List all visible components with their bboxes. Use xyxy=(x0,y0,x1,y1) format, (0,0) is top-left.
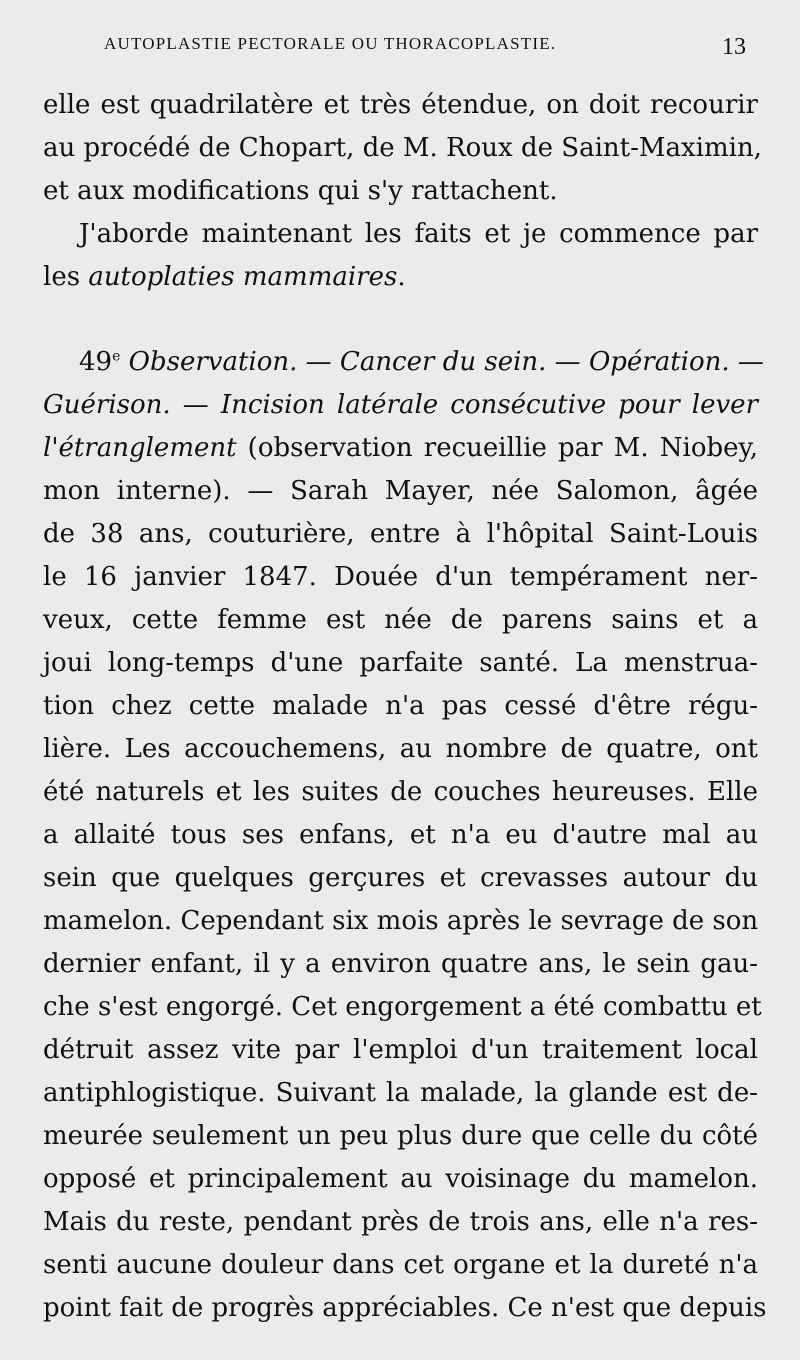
section-gap xyxy=(43,299,758,341)
text-line: le 16 janvier 1847. Douée d'un tempérament ner- xyxy=(43,562,758,592)
observation-title: Guérison. — Incision latérale consécutive pour lever xyxy=(43,390,758,420)
text-line: veux, cette femme est née de parens sains et a xyxy=(43,605,758,635)
text-run: les xyxy=(43,262,89,292)
text-line: lière. Les accouchemens, au nombre de quatre, ont xyxy=(43,734,758,764)
text-line: meurée seulement un peu plus dure que celle du côté xyxy=(43,1121,758,1151)
text-line: che s'est engorgé. Cet engorgement a été combattu et xyxy=(43,992,762,1022)
running-title: AUTOPLASTIE PECTORALE OU THORACOPLASTIE. xyxy=(104,34,557,53)
text-run: . xyxy=(397,262,406,292)
ordinal-suffix: e xyxy=(112,348,121,365)
body-text xyxy=(43,84,767,1330)
text-line: mamelon. Cependant six mois après le sevrage de son xyxy=(43,906,759,936)
text-line: a allaité tous ses enfans, et n'a eu d'autre mal au xyxy=(43,820,758,850)
text-line: J'aborde maintenant les faits et je commence par xyxy=(79,219,758,249)
text-line: joui long-temps d'une parfaite santé. La menstrua- xyxy=(43,648,758,678)
observation-title: Observation. — Cancer du sein. — Opération. — xyxy=(128,347,764,377)
italic-term: autoplaties mammaires xyxy=(88,262,398,292)
text-line: au procédé de Chopart, de M. Roux de Saint-Maximin, xyxy=(43,133,762,163)
text-line: Mais du reste, pendant près de trois ans, elle n'a res- xyxy=(43,1207,758,1237)
text-line: été naturels et les suites de couches heureuses. Elle xyxy=(43,777,758,807)
observation-heading-line xyxy=(43,384,758,427)
text-run: (observation recueillie par M. Niobey, xyxy=(236,433,758,463)
observation-title: l'étranglement xyxy=(43,433,237,463)
text-line: elle est quadrilatère et très étendue, on doit recourir xyxy=(43,90,758,120)
page-number: 13 xyxy=(722,34,746,60)
text-line: tion chez cette malade n'a pas cessé d'être régu- xyxy=(43,691,758,721)
text-line: et aux modifications qui s'y rattachent. xyxy=(43,176,558,206)
text-line: dernier enfant, il y a environ quatre ans, le sein gau- xyxy=(43,949,758,979)
text-line xyxy=(43,256,758,299)
observation-number: 49 xyxy=(79,347,113,377)
text-line: mon interne). — Sarah Mayer, née Salomon, âgée xyxy=(43,476,758,506)
text-line: senti aucune douleur dans cet organe et la dureté n'a xyxy=(43,1250,758,1280)
text-line: opposé et principalement au voisinage du mamelon. xyxy=(43,1164,758,1194)
text-line: sein que quelques gerçures et crevasses autour du xyxy=(43,863,758,893)
text-line: détruit assez vite par l'emploi d'un traitement local xyxy=(43,1035,758,1065)
text-line: antiphlogistique. Suivant la malade, la glande est de- xyxy=(43,1078,758,1108)
text-line: point fait de progrès appréciables. Ce n'est que depuis xyxy=(43,1293,767,1323)
observation-heading-line xyxy=(43,341,764,384)
text-line: de 38 ans, couturière, entre à l'hôpital Saint-Louis xyxy=(43,519,758,549)
text-line xyxy=(43,427,758,470)
